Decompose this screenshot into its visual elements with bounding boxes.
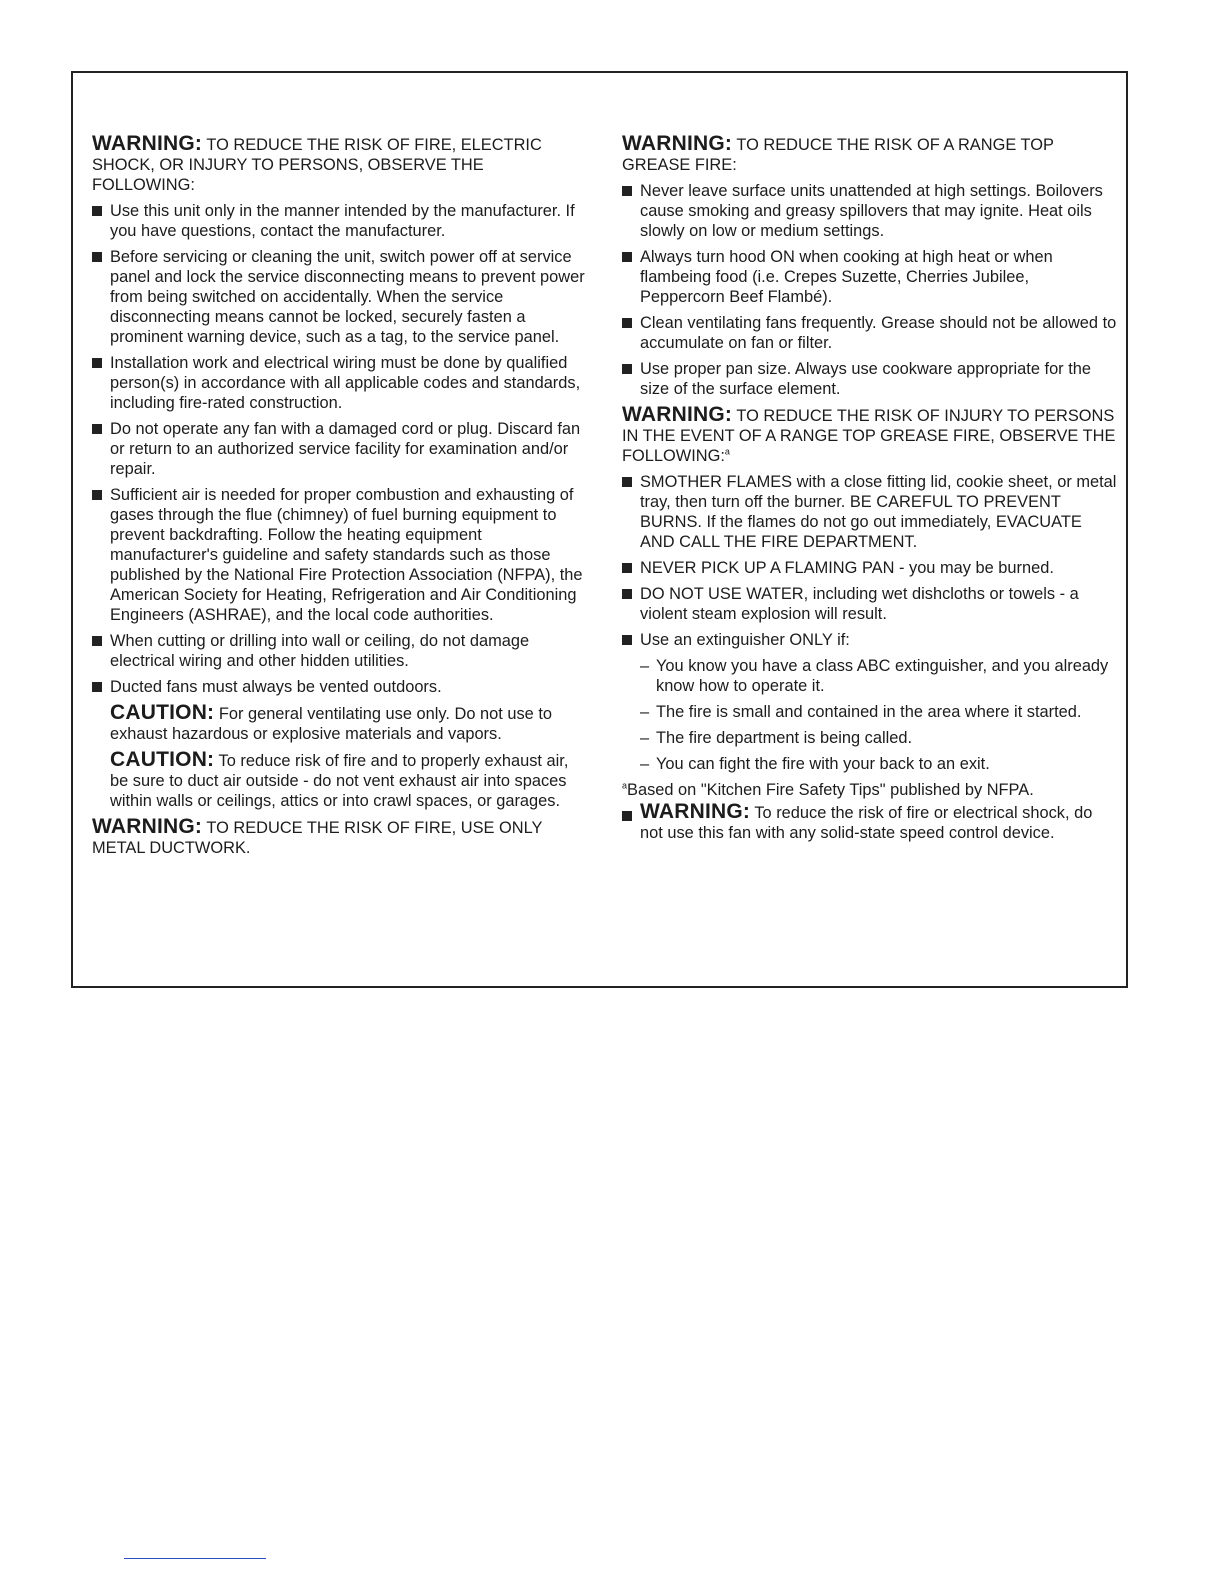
list-item: Use an extinguisher ONLY if: (622, 630, 1118, 650)
warning-fire-shock (92, 134, 588, 195)
square-bullet-icon (92, 358, 102, 368)
list-item: – The fire department is being called. (640, 729, 913, 747)
caution-text: For general ventilating use only. Do not use to exhaust hazardous or explosive materials and vapors. (110, 705, 552, 743)
warning-text: TO REDUCE THE RISK OF FIRE, USE ONLY METAL DUCTWORK. (92, 819, 543, 857)
dash-bullet-icon: – (640, 729, 650, 747)
square-bullet-icon (622, 477, 632, 487)
right-column (622, 134, 1118, 849)
footnote-text: Based on "Kitchen Fire Safety Tips" published by NFPA. (627, 781, 1034, 799)
square-bullet-icon (92, 636, 102, 646)
square-bullet-icon (622, 186, 632, 196)
injury-bullet-list (622, 472, 1118, 650)
list-item: Do not operate any fan with a damaged cord or plug. Discard fan or return to an authorized service facility for examination and/or repair. (92, 419, 588, 479)
caution-label: CAUTION: (110, 748, 215, 771)
caution-text: To reduce risk of fire and to properly exhaust air, be sure to duct air outside - do not vent exhaust air into spaces within walls or ceilings, attics or into crawl spaces, or garages. (110, 752, 569, 810)
list-item: – You know you have a class ABC extinguisher, and you already know how to operate it. (640, 657, 1109, 695)
square-bullet-icon (622, 364, 632, 374)
footer-link-underline (124, 1558, 266, 1559)
warning-grease-fire (622, 134, 1118, 175)
warning-text: To reduce the risk of fire or electrical shock, do not use this fan with any solid-state speed control device. (640, 804, 1093, 842)
square-bullet-icon (92, 682, 102, 692)
square-bullet-icon (622, 635, 632, 645)
dash-bullet-icon: – (640, 703, 650, 721)
grease-fire-bullet-list (622, 181, 1118, 399)
footnote (622, 780, 1118, 800)
square-bullet-icon (622, 563, 632, 573)
warning-label: WARNING: (92, 132, 203, 155)
list-item: Sufficient air is needed for proper combustion and exhausting of gases through the flue (chimney) of fuel burning equipment to prevent backdrafting. Follow the heating equipment manufacturer's guideline and safety standards such as those published by the National Fire Protection Association (NFPA), the American Society for Heating, Refrigeration and Air Conditioning Engineers (ASHRAE), and the local code authorities. (92, 485, 588, 625)
list-item (622, 802, 1118, 843)
extinguisher-conditions-list (640, 656, 1118, 774)
list-item: Before servicing or cleaning the unit, switch power off at service panel and lock the service disconnecting means to prevent power from being switched on accidentally. When the service disconnecting means cannot be locked, securely fasten a prominent warning device, such as a tag, to the service panel. (92, 247, 588, 347)
caution-label: CAUTION: (110, 701, 215, 724)
warning-label: WARNING: (622, 403, 733, 426)
speed-control-warning-list (622, 802, 1118, 843)
list-item: Installation work and electrical wiring must be done by qualified person(s) in accordance with all applicable codes and standards, including fire-rated construction. (92, 353, 588, 413)
left-column (92, 134, 588, 864)
footnote-marker: a (622, 780, 628, 791)
list-item: NEVER PICK UP A FLAMING PAN - you may be burned. (622, 558, 1118, 578)
list-item: SMOTHER FLAMES with a close fitting lid, cookie sheet, or metal tray, then turn off the burner. BE CAREFUL TO PREVENT BURNS. If the flames do not go out immediately, EVACUATE AND CALL THE FIRE DEPARTMENT. (622, 472, 1118, 552)
left-bullet-list (92, 201, 588, 697)
list-item: – You can fight the fire with your back to an exit. (640, 755, 990, 773)
warning-text: TO REDUCE THE RISK OF A RANGE TOP GREASE FIRE: (622, 136, 1054, 174)
warning-text: TO REDUCE THE RISK OF FIRE, ELECTRIC SHOCK, OR INJURY TO PERSONS, OBSERVE THE FOLLOWING: (92, 136, 542, 194)
caution-duct-outside (110, 750, 588, 811)
list-item: Never leave surface units unattended at high settings. Boilovers cause smoking and greasy spillovers that may ignite. Heat oils slowly on low or medium settings. (622, 181, 1118, 241)
list-item: Use this unit only in the manner intended by the manufacturer. If you have questions, contact the manufacturer. (92, 201, 588, 241)
dash-bullet-icon: – (640, 755, 650, 773)
list-item: Always turn hood ON when cooking at high heat or when flambeing food (i.e. Crepes Suzette, Cherries Jubilee, Peppercorn Beef Flambé). (622, 247, 1118, 307)
list-item: – The fire is small and contained in the area where it started. (640, 703, 1082, 721)
square-bullet-icon (622, 318, 632, 328)
caution-general-ventilating (110, 703, 588, 744)
warning-label: WARNING: (622, 132, 733, 155)
warning-metal-ductwork (92, 817, 588, 858)
list-item: When cutting or drilling into wall or ceiling, do not damage electrical wiring and other hidden utilities. (92, 631, 588, 671)
square-bullet-icon (622, 252, 632, 262)
square-bullet-icon (92, 424, 102, 434)
square-bullet-icon (622, 589, 632, 599)
footnote-marker: a (724, 446, 730, 457)
square-bullet-icon (92, 490, 102, 500)
list-item: DO NOT USE WATER, including wet dishcloths or towels - a violent steam explosion will result. (622, 584, 1118, 624)
list-item: Use proper pan size. Always use cookware appropriate for the size of the surface element. (622, 359, 1118, 399)
list-item: Ducted fans must always be vented outdoors. (92, 677, 588, 697)
square-bullet-icon (92, 206, 102, 216)
warning-label: WARNING: (92, 815, 203, 838)
warning-label: WARNING: (640, 800, 751, 823)
warning-injury-grease-fire (622, 405, 1118, 466)
list-item: Clean ventilating fans frequently. Grease should not be allowed to accumulate on fan or filter. (622, 313, 1118, 353)
dash-bullet-icon: – (640, 657, 650, 675)
warning-text: TO REDUCE THE RISK OF INJURY TO PERSONS IN THE EVENT OF A RANGE TOP GREASE FIRE, OBSERVE THE FOLLOWING: (622, 407, 1116, 465)
square-bullet-icon (622, 811, 632, 821)
square-bullet-icon (92, 252, 102, 262)
